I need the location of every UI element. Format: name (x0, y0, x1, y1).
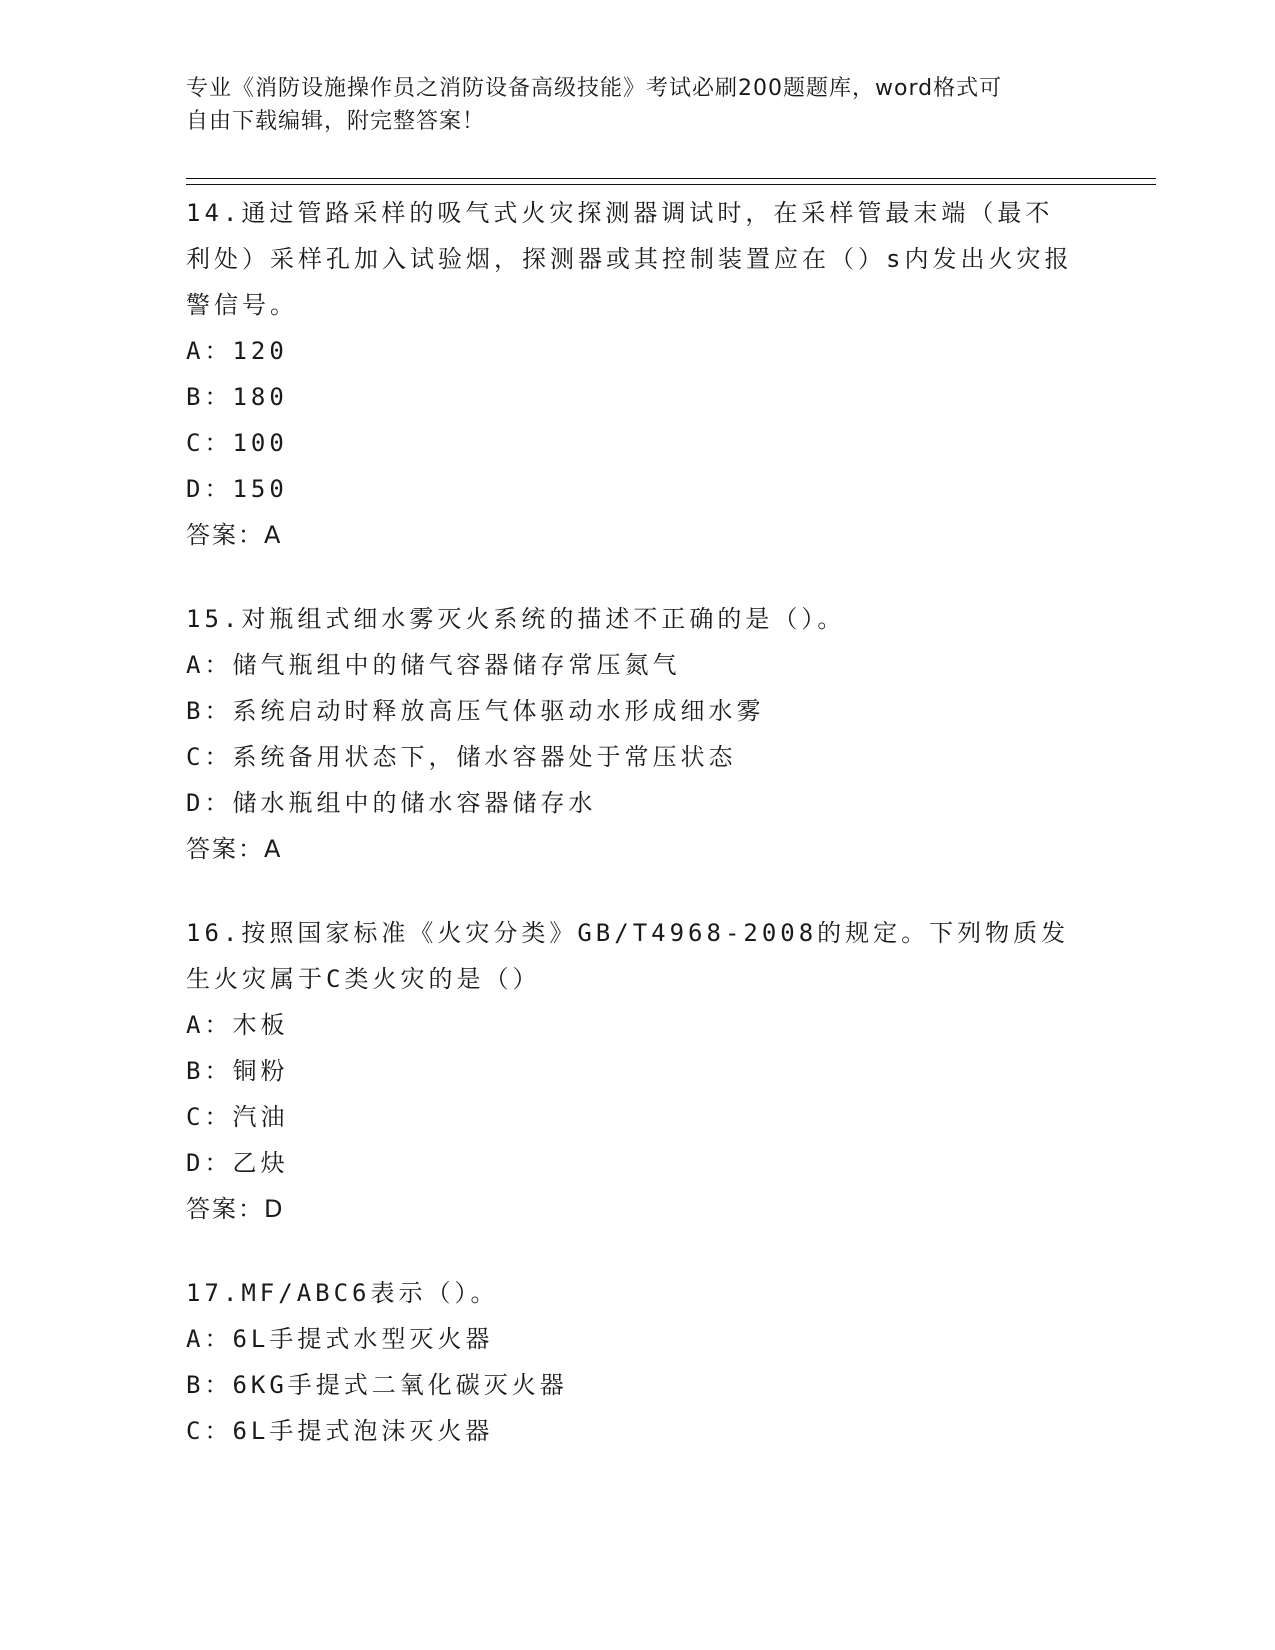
answer-line: 答案：A (186, 521, 283, 549)
option-a: A：120 (186, 337, 288, 365)
option-c: C：6L手提式泡沫灭火器 (186, 1417, 494, 1445)
option-b: B：6KG手提式二氧化碳灭火器 (186, 1371, 568, 1399)
answer-line: 答案：D (186, 1195, 285, 1223)
document-header (186, 72, 1066, 138)
question-stem: 17.MF/ABC6表示（）。 (186, 1279, 499, 1307)
header-line-2: 自由下载编辑，附完整答案！ (186, 109, 486, 134)
question-stem: 14.通过管路采样的吸气式火灾探测器调试时，在采样管最末端（最不利处）采样孔加入试验烟，探测器或其控制装置应在（）s内发出火灾报警信号。 (186, 199, 1073, 319)
question-stem: 15.对瓶组式细水雾灭火系统的描述不正确的是（）。 (186, 605, 846, 633)
option-c: C：汽油 (186, 1103, 289, 1131)
option-a: A：木板 (186, 1011, 289, 1039)
option-a: A：储气瓶组中的储气容器储存常压氮气 (186, 651, 681, 679)
option-c: C：系统备用状态下，储水容器处于常压状态 (186, 743, 737, 771)
answer-line: 答案：A (186, 835, 283, 863)
option-b: B：铜粉 (186, 1057, 289, 1085)
question-17 (186, 1270, 1086, 1454)
question-14 (186, 190, 1086, 558)
question-15 (186, 596, 1086, 872)
option-d: D：150 (186, 475, 288, 503)
header-divider-bottom (186, 184, 1156, 185)
header-line-1: 专业《消防设施操作员之消防设备高级技能》考试必刷200题题库，word格式可 (186, 76, 1003, 101)
question-16 (186, 910, 1086, 1232)
question-list (186, 190, 1086, 1492)
option-a: A：6L手提式水型灭火器 (186, 1325, 494, 1353)
option-d: D：储水瓶组中的储水容器储存水 (186, 789, 597, 817)
option-b: B：180 (186, 383, 288, 411)
header-divider-top (186, 178, 1156, 179)
option-b: B：系统启动时释放高压气体驱动水形成细水雾 (186, 697, 765, 725)
option-c: C：100 (186, 429, 288, 457)
question-stem: 16.按照国家标准《火灾分类》GB/T4968-2008的规定。下列物质发生火灾属于C类火灾的是（） (186, 919, 1070, 993)
option-d: D：乙炔 (186, 1149, 289, 1177)
